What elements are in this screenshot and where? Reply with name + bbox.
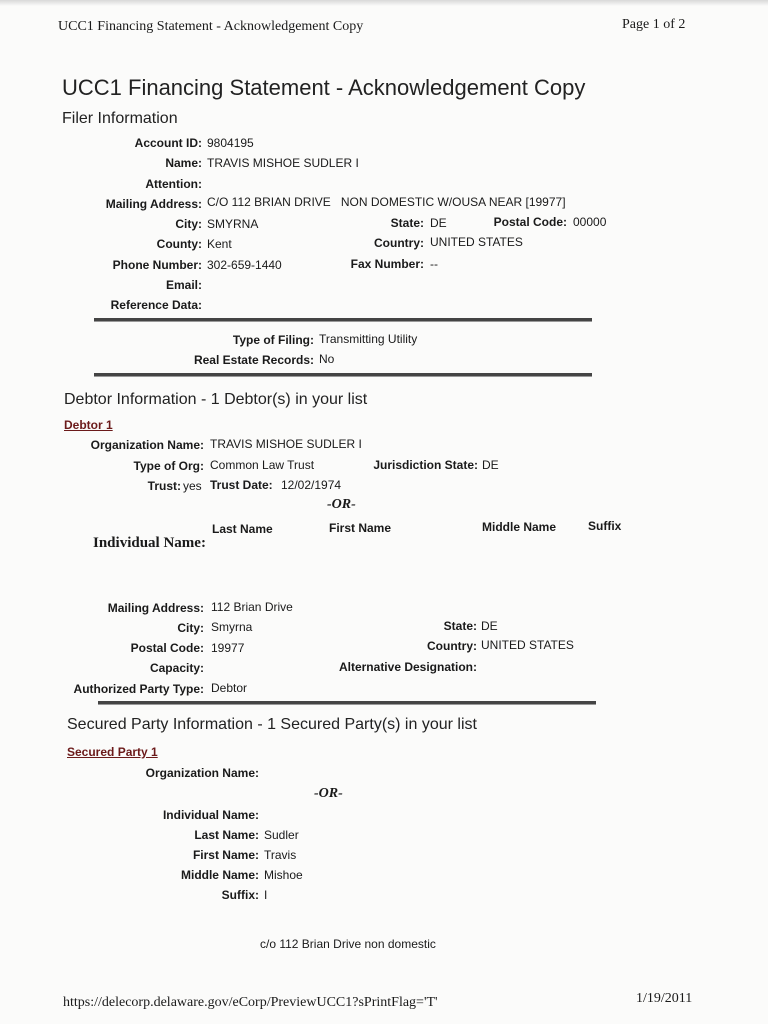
trust-date-label: Trust Date: — [210, 478, 273, 492]
reference-data-label: Reference Data: — [110, 298, 202, 312]
type-of-org-value: Common Law Trust — [210, 458, 315, 472]
print-header-title: UCC1 Financing Statement - Acknowledgement Copy — [58, 19, 364, 34]
filer-county-label: County: — [156, 237, 202, 251]
divider — [94, 318, 592, 322]
fax-number-value: -- — [430, 257, 438, 271]
secured-suffix-label: Suffix: — [221, 888, 259, 902]
print-footer-date: 1/19/2011 — [636, 991, 693, 1006]
filer-country-value: UNITED STATES — [430, 235, 523, 249]
debtor-postal-code-label: Postal Code: — [130, 641, 204, 655]
debtor-city-label: City: — [177, 621, 204, 635]
debtor-city-value: Smyrna — [211, 620, 253, 634]
suffix-column-header: Suffix — [588, 519, 622, 533]
document-title: UCC1 Financing Statement - Acknowledgement Copy — [62, 75, 586, 100]
type-of-org-label: Type of Org: — [133, 459, 204, 473]
debtor-country-label: Country: — [427, 639, 477, 653]
secured-middle-name-label: Middle Name: — [180, 868, 259, 882]
email-label: Email: — [165, 278, 202, 292]
debtor-section-heading: Debtor Information - 1 Debtor(s) in your list — [64, 391, 368, 408]
real-estate-records-label: Real Estate Records: — [193, 353, 314, 367]
secured-first-name-label: First Name: — [192, 848, 259, 862]
type-of-filing-value: Transmitting Utility — [319, 332, 418, 346]
filer-county-value: Kent — [207, 237, 232, 251]
secured-party-section-heading: Secured Party Information - 1 Secured Party(s) in your list — [67, 716, 477, 733]
secured-suffix-value: I — [264, 888, 268, 902]
divider — [98, 701, 596, 705]
filer-name-value: TRAVIS MISHOE SUDLER I — [207, 156, 359, 170]
secured-address-line: c/o 112 Brian Drive non domestic — [260, 937, 436, 951]
secured-last-name-label: Last Name: — [194, 828, 259, 842]
account-id-label: Account ID: — [134, 136, 202, 150]
debtor-organization-name-value: TRAVIS MISHOE SUDLER I — [210, 437, 362, 451]
filer-section-heading: Filer Information — [62, 110, 178, 127]
print-header-page-number: Page 1 of 2 — [622, 17, 686, 32]
phone-number-label: Phone Number: — [112, 258, 202, 272]
real-estate-records-value: No — [319, 352, 335, 366]
secured-party-1-subheading: Secured Party 1 — [67, 745, 158, 759]
account-id-value: 9804195 — [207, 136, 254, 150]
filer-country-label: Country: — [374, 236, 424, 250]
debtor-country-value: UNITED STATES — [481, 638, 574, 652]
phone-number-value: 302-659-1440 — [207, 258, 282, 272]
secured-last-name-value: Sudler — [264, 828, 299, 842]
jurisdiction-state-value: DE — [482, 458, 499, 472]
scan-edge-top — [0, 0, 768, 6]
print-footer-url: https://delecorp.delaware.gov/eCorp/PreviewUCC1?sPrintFlag='T' — [63, 995, 438, 1010]
filer-postal-code-label: Postal Code: — [493, 215, 567, 229]
secured-first-name-value: Travis — [264, 848, 297, 862]
debtor-state-label: State: — [443, 619, 477, 633]
filer-city-value: SMYRNA — [207, 217, 259, 231]
debtor-mailing-address-value: 112 Brian Drive — [211, 600, 293, 614]
type-of-filing-label: Type of Filing: — [232, 333, 314, 347]
debtor-mailing-address-label: Mailing Address: — [107, 601, 204, 615]
trust-label: Trust: — [147, 479, 181, 493]
divider — [94, 373, 592, 377]
secured-individual-name-label: Individual Name: — [162, 808, 259, 822]
trust-date-value: 12/02/1974 — [281, 478, 342, 492]
filer-city-label: City: — [175, 217, 202, 231]
filer-mailing-address-label: Mailing Address: — [105, 197, 202, 211]
filer-state-value: DE — [430, 216, 447, 230]
debtor-1-subheading: Debtor 1 — [64, 418, 113, 432]
secured-organization-name-label: Organization Name: — [145, 766, 259, 780]
alternative-designation-label: Alternative Designation: — [338, 660, 477, 674]
secured-middle-name-value: Mishoe — [264, 868, 303, 882]
first-name-column-header: First Name — [329, 521, 392, 535]
attention-label: Attention: — [145, 177, 202, 191]
filer-state-label: State: — [390, 216, 424, 230]
debtor-postal-code-value: 19977 — [211, 641, 245, 655]
debtor-organization-name-label: Organization Name: — [90, 438, 204, 452]
authorized-party-type-value: Debtor — [211, 681, 248, 695]
filer-mailing-address-value: C/O 112 BRIAN DRIVE NON DOMESTIC W/OUSA NEAR [19977] — [207, 195, 566, 209]
trust-value: yes — [183, 479, 202, 493]
authorized-party-type-label: Authorized Party Type: — [73, 682, 204, 696]
debtor-state-value: DE — [481, 619, 498, 633]
or-separator: -OR- — [327, 497, 356, 512]
last-name-column-header: Last Name — [212, 522, 273, 536]
individual-name-label: Individual Name: — [93, 535, 206, 551]
middle-name-column-header: Middle Name — [482, 520, 557, 534]
filer-postal-code-value: 00000 — [573, 215, 607, 229]
capacity-label: Capacity: — [149, 661, 204, 675]
filer-name-label: Name: — [165, 156, 202, 170]
jurisdiction-state-label: Jurisdiction State: — [373, 458, 478, 472]
fax-number-label: Fax Number: — [350, 257, 424, 271]
or-separator: -OR- — [314, 786, 343, 801]
